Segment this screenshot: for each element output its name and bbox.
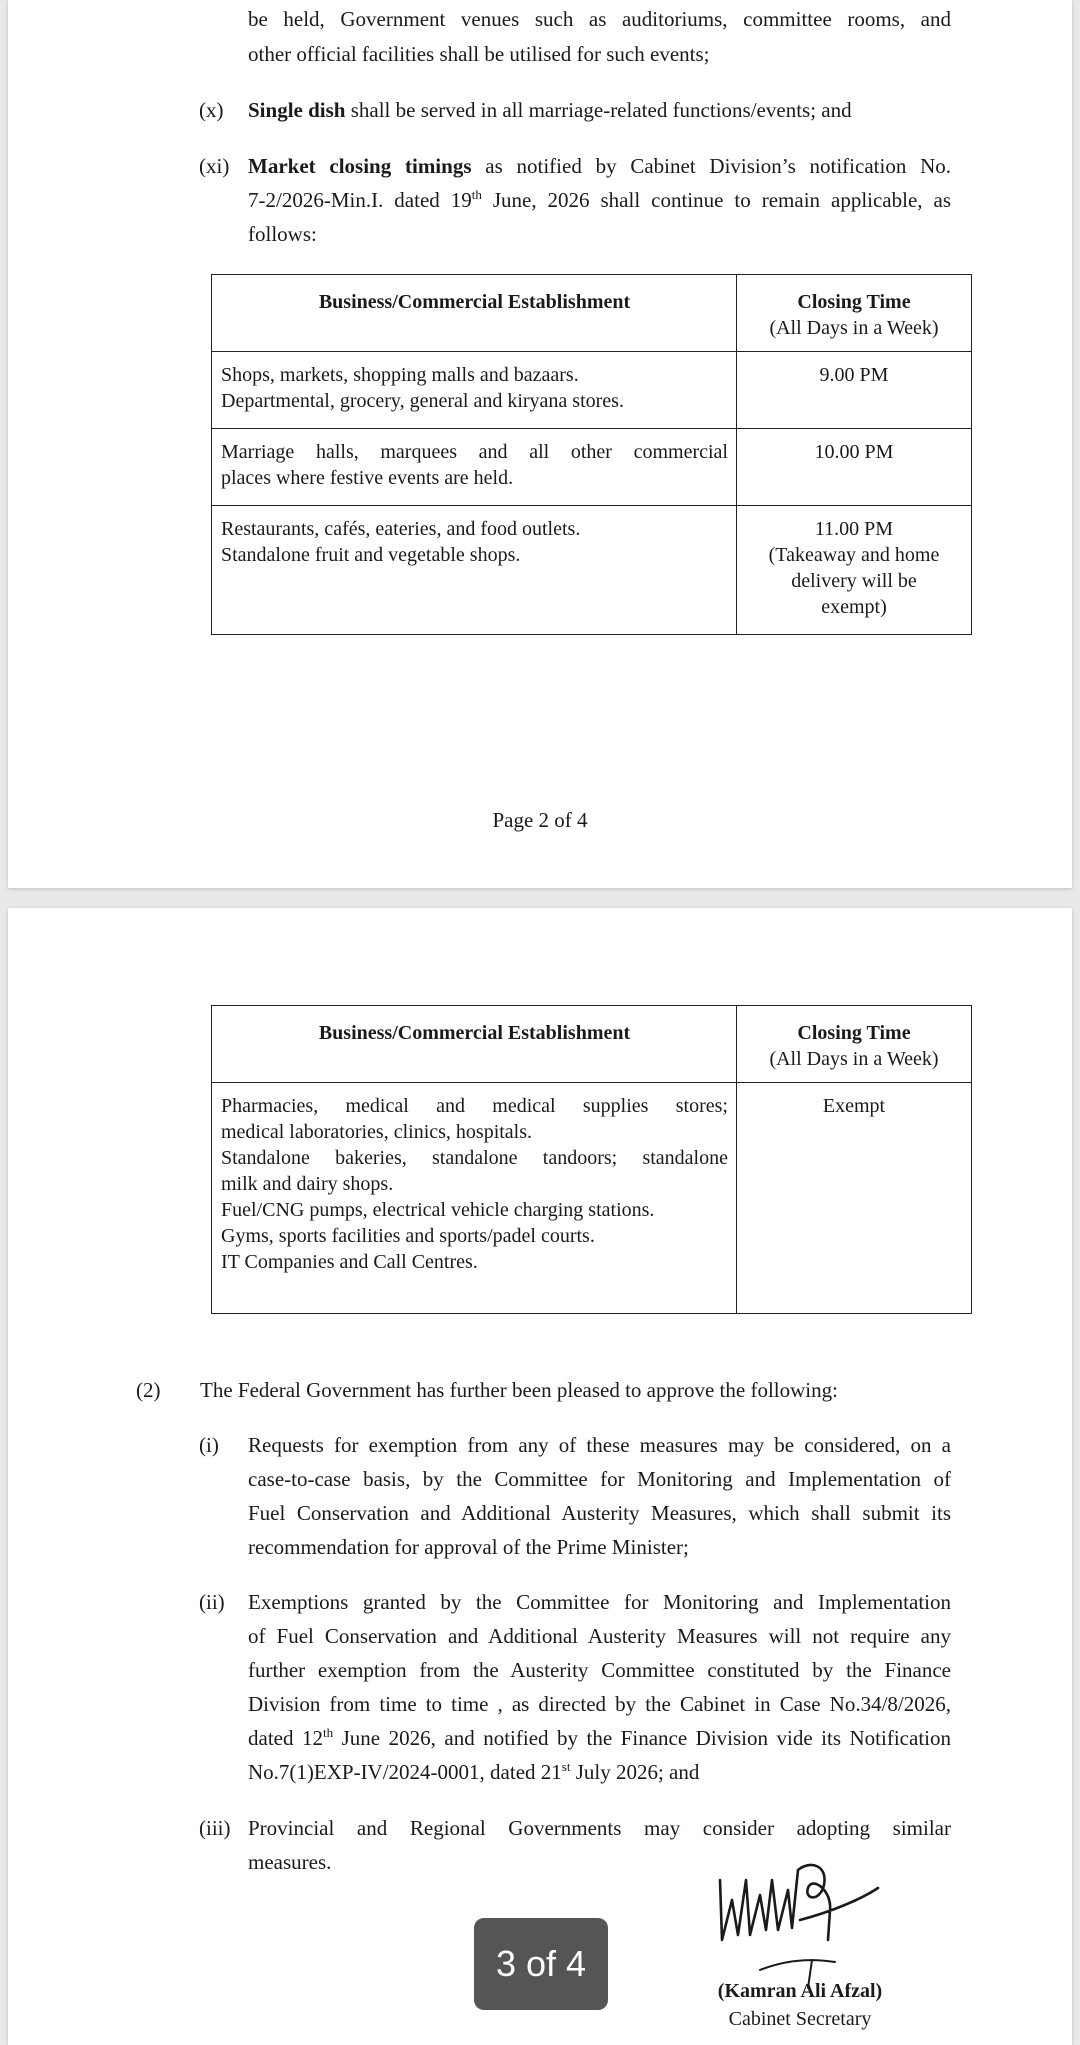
item-i-line: Requests for exemption from any of these measures may be considered, on a	[248, 1433, 951, 1457]
item-xi-line-3: follows:	[248, 222, 317, 246]
table-row	[212, 1083, 972, 1314]
item-iii-line: Provincial and Regional Governments may consider adopting similar	[248, 1816, 951, 1840]
table-header-row	[212, 275, 972, 352]
table-row	[212, 506, 972, 635]
column-header-closing-time: Closing Time (All Days in a Week)	[737, 1006, 972, 1083]
column-header-closing-time: Closing Time (All Days in a Week)	[737, 275, 972, 352]
signatory-title: Cabinet Secretary	[728, 2008, 872, 2030]
page-counter-badge: 3 of 4	[474, 1918, 608, 2010]
closing-time-cell: 10.00 PM	[737, 429, 972, 506]
closing-times-table-1	[211, 274, 972, 635]
item-ii-line: further exemption from the Austerity Committee constituted by the Finance	[248, 1658, 951, 1682]
item-ii-line: dated 12th June 2026, and notified by the Finance Division vide its Notification	[248, 1725, 951, 1750]
table-header-row	[212, 1006, 972, 1083]
item-i-label: (i)	[199, 1433, 219, 1457]
item-i-line: recommendation for approval of the Prime Minister;	[248, 1535, 689, 1559]
establishment-cell: Shops, markets, shopping malls and bazaars. Departmental, grocery, general and kiryana stores.	[212, 352, 737, 429]
intro-line-1: be held, Government venues such as auditoriums, committee rooms, and	[248, 7, 951, 31]
document-page-3	[8, 908, 1072, 2045]
item-x-label: (x)	[199, 98, 224, 122]
para-2-label: (2)	[136, 1378, 161, 1402]
establishment-cell: Pharmacies, medical and medical supplies stores; medical laboratories, clinics, hospitals. Standalone bakeries, standalone tandoors; standalone milk and dairy shops. Fuel/CNG pumps, electrical vehicle charging stations. Gyms, sports facilities and sports/padel courts. IT Companies and Call Centres.	[212, 1083, 737, 1314]
establishment-cell: Marriage halls, marquees and all other commercial places where festive events are held.	[212, 429, 737, 506]
signature-image	[700, 1840, 900, 1990]
closing-time-cell: Exempt	[737, 1083, 972, 1314]
closing-time-cell: 11.00 PM (Takeaway and home delivery will be exempt)	[737, 506, 972, 635]
item-xi-line-2: 7-2/2026-Min.I. dated 19th June, 2026 shall continue to remain applicable, as	[248, 187, 951, 212]
para-2-text: The Federal Government has further been pleased to approve the following:	[200, 1378, 838, 1402]
document-page-2	[8, 0, 1072, 888]
item-ii-line: Exemptions granted by the Committee for Monitoring and Implementation	[248, 1590, 951, 1614]
closing-times-table-2	[211, 1005, 972, 1314]
establishment-cell: Restaurants, cafés, eateries, and food outlets. Standalone fruit and vegetable shops.	[212, 506, 737, 635]
item-i-line: Fuel Conservation and Additional Austerity Measures, which shall submit its	[248, 1501, 951, 1525]
table-row	[212, 352, 972, 429]
signatory-name: (Kamran Ali Afzal)	[717, 1980, 883, 2002]
item-i-line: case-to-case basis, by the Committee for Monitoring and Implementation of	[248, 1467, 951, 1491]
item-xi-label: (xi)	[199, 154, 230, 178]
item-ii-line: Division from time to time , as directed by the Cabinet in Case No.34/8/2026,	[248, 1692, 951, 1716]
item-iii-label: (iii)	[199, 1816, 231, 1840]
page-footer: Page 2 of 4	[492, 808, 588, 832]
item-ii-line: of Fuel Conservation and Additional Austerity Measures will not require any	[248, 1624, 951, 1648]
item-iii-line: measures.	[248, 1850, 332, 1874]
item-ii-line: No.7(1)EXP-IV/2024-0001, dated 21st July 2026; and	[248, 1759, 700, 1784]
intro-line-2: other official facilities shall be utilised for such events;	[248, 42, 710, 66]
item-x-text: Single dish shall be served in all marriage-related functions/events; and	[248, 98, 852, 122]
item-xi-line-1: Market closing timings as notified by Cabinet Division’s notification No.	[248, 154, 951, 178]
column-header-establishment: Business/Commercial Establishment	[212, 1006, 737, 1083]
column-header-establishment: Business/Commercial Establishment	[212, 275, 737, 352]
item-ii-label: (ii)	[199, 1590, 225, 1614]
table-row	[212, 429, 972, 506]
closing-time-cell: 9.00 PM	[737, 352, 972, 429]
